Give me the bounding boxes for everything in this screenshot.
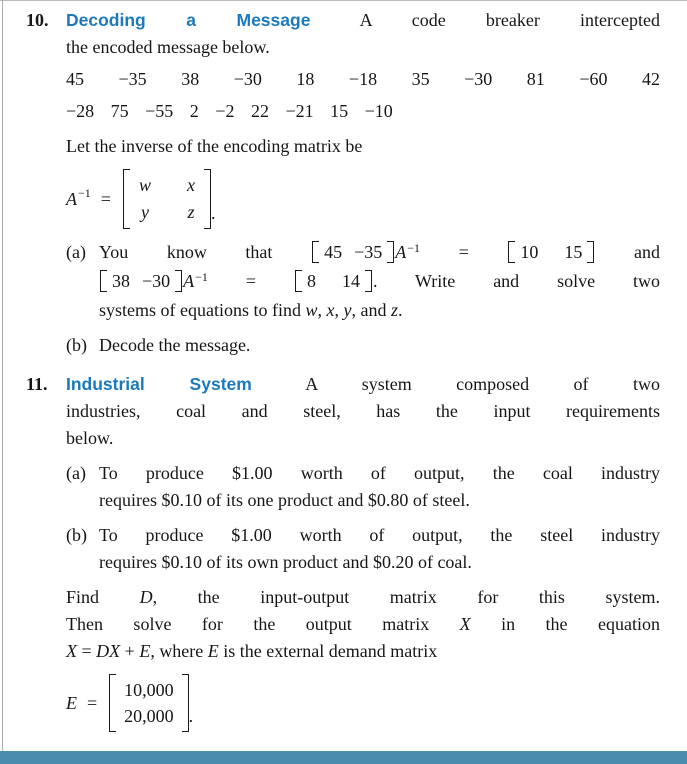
problem-11-intro-line-3: below.: [66, 428, 114, 448]
variable-e: E: [139, 641, 151, 661]
matrix-entry-w: w: [138, 175, 151, 195]
vector-entry: 10: [520, 242, 539, 262]
problem-11-intro-line-2: industries, coal and steel, has the input requirements: [66, 401, 660, 421]
matrix-entry-20000: 20,000: [124, 706, 174, 726]
part-b-text: Decode the message.: [99, 335, 251, 355]
comma: ,: [317, 300, 327, 320]
problem-11-part-b: [66, 522, 660, 576]
find-paragraph: [66, 584, 660, 665]
row-vector-10-15: [508, 241, 594, 263]
part-a-text: [99, 460, 660, 514]
let-inverse-line: Let the inverse of the encoding matrix be: [66, 136, 363, 156]
part-a-text-1: You know that: [99, 242, 273, 262]
inverse-matrix-equation: [66, 169, 660, 229]
part-b-line-2: requires $0.10 of its own product and $0.20 of coal.: [99, 552, 472, 572]
problem-10-intro-line-2: the encoded message below.: [66, 37, 270, 57]
variable-d: D: [139, 587, 153, 607]
find-text-3: Then solve for the output matrix: [66, 614, 460, 634]
right-bracket: [204, 169, 211, 229]
equals-sign: =: [100, 188, 111, 209]
equals-sign: =: [245, 271, 257, 291]
equals-sign: =: [458, 242, 469, 262]
row-vector-45-m35: [312, 241, 394, 263]
find-line-1: [66, 584, 660, 611]
problem-10-title: Decoding a Message: [66, 10, 311, 30]
left-bracket: [295, 270, 302, 292]
find-line-2: [66, 611, 660, 638]
matrix-e-symbol: E: [66, 692, 77, 713]
problem-11-number: 11.: [26, 374, 48, 394]
inverse-exponent: −1: [407, 241, 420, 255]
part-a-label: (a): [66, 242, 86, 262]
problem-10-intro-text-1: A code breaker intercepted: [359, 10, 660, 30]
vector-entry: 38: [112, 271, 130, 291]
right-bracket: [387, 241, 394, 263]
find-text-5: , where: [150, 641, 208, 661]
part-a-text-2: . Write and solve two: [372, 271, 661, 291]
right-bracket: [175, 270, 182, 292]
variable-e: E: [207, 641, 219, 661]
period: .: [398, 300, 403, 320]
part-a-text-and: and: [634, 242, 661, 262]
left-edge-rule: [2, 0, 3, 764]
part-a-line-1: To produce $1.00 worth of output, the coal industry: [99, 463, 660, 483]
problem-10-part-a: [66, 239, 660, 324]
matrix-a-symbol: A: [395, 242, 407, 262]
find-text-6: is the external demand matrix: [218, 641, 438, 661]
find-text-1: Find: [66, 587, 140, 607]
plus-sign: +: [120, 641, 140, 661]
equals-sign: =: [77, 641, 97, 661]
equals-sign: =: [87, 692, 98, 713]
part-a-line-1: [99, 239, 660, 268]
left-bracket: [312, 241, 319, 263]
comma: ,: [334, 300, 344, 320]
right-bracket: [365, 270, 372, 292]
vector-entry: 14: [341, 271, 360, 291]
problem-11-title: Industrial System: [66, 374, 252, 394]
part-b-line-1: To produce $1.00 worth of output, the steel industry: [99, 525, 660, 545]
variable-y: y: [343, 300, 352, 320]
demand-matrix-lhs: [66, 690, 97, 717]
problem-10-number: 10.: [26, 10, 49, 30]
vector-entry: −35: [354, 242, 383, 262]
part-a-text-and-2: , and: [351, 300, 391, 320]
matrix-entry-10000: 10,000: [124, 680, 174, 700]
part-a-line-2: requires $0.10 of its one product and $0.80 of steel.: [99, 490, 470, 510]
left-bracket: [109, 674, 116, 732]
part-b-label: (b): [66, 525, 87, 545]
find-text-4: in the equation: [470, 614, 660, 634]
variable-z: z: [391, 300, 399, 320]
inverse-exponent: −1: [195, 270, 208, 284]
demand-matrix: [109, 674, 189, 732]
problem-11-intro-line-1: [66, 371, 660, 398]
problem-10: [26, 7, 660, 359]
inverse-exponent: −1: [78, 185, 91, 200]
inverse-matrix-entries: [130, 169, 204, 229]
matrix-entry-y: y: [140, 202, 149, 222]
left-bracket: [123, 169, 130, 229]
matrix-a-symbol: A: [66, 188, 77, 209]
encoded-message-line-1: 45 −35 38 −30 18 −18 35 −30 81 −60 42: [66, 69, 660, 89]
vector-entry: 15: [564, 242, 583, 262]
find-line-3: [66, 638, 660, 665]
problem-11-part-a: [66, 460, 660, 514]
row-vector-38-m30: [100, 270, 182, 292]
matrix-entry-z: z: [187, 202, 195, 222]
row-vector-8-14: [295, 270, 372, 292]
demand-matrix-equation: [66, 674, 660, 732]
equation-period: .: [188, 706, 194, 726]
vector-entry: 45: [324, 242, 343, 262]
right-bracket: [182, 674, 189, 732]
left-bracket: [508, 241, 515, 263]
part-a-text-3: systems of equations to find: [99, 300, 306, 320]
problem-11-intro-text-1: A system composed of two: [305, 374, 660, 394]
footer-bar: [0, 751, 687, 764]
variable-w: w: [305, 300, 318, 320]
demand-matrix-entries: [116, 674, 182, 732]
right-bracket: [587, 241, 594, 263]
vector-entry: 8: [306, 271, 316, 291]
variable-dx: DX: [96, 641, 121, 661]
variable-x: x: [326, 300, 335, 320]
a-inverse-symbol: [395, 242, 420, 262]
inverse-matrix-lhs: [66, 186, 111, 213]
part-a-label: (a): [66, 463, 86, 483]
encoded-message-line-2: −28 75 −55 2 −2 22 −21 15 −10: [66, 101, 393, 121]
part-a-line-2: [99, 268, 660, 297]
problem-11-body: [66, 371, 660, 742]
variable-x: X: [66, 641, 77, 661]
part-b-label: (b): [66, 335, 87, 355]
find-text-2: , the input-output matrix for this system.: [152, 587, 660, 607]
matrix-a-symbol: A: [183, 271, 195, 291]
problem-10-intro-line-1: [66, 7, 660, 34]
problem-10-body: [66, 7, 660, 359]
left-bracket: [100, 270, 107, 292]
equation-period: .: [210, 203, 216, 223]
vector-entry: −30: [142, 271, 171, 291]
problem-11: [26, 371, 660, 742]
a-inverse-symbol: [183, 271, 208, 291]
problem-10-part-b: [66, 332, 660, 359]
variable-x: X: [459, 614, 471, 634]
part-a-text: [99, 239, 660, 324]
inverse-matrix: [123, 169, 211, 229]
matrix-entry-x: x: [186, 175, 195, 195]
part-a-line-3: [99, 297, 660, 324]
part-b-text: [99, 522, 660, 576]
top-rule: [0, 0, 687, 1]
